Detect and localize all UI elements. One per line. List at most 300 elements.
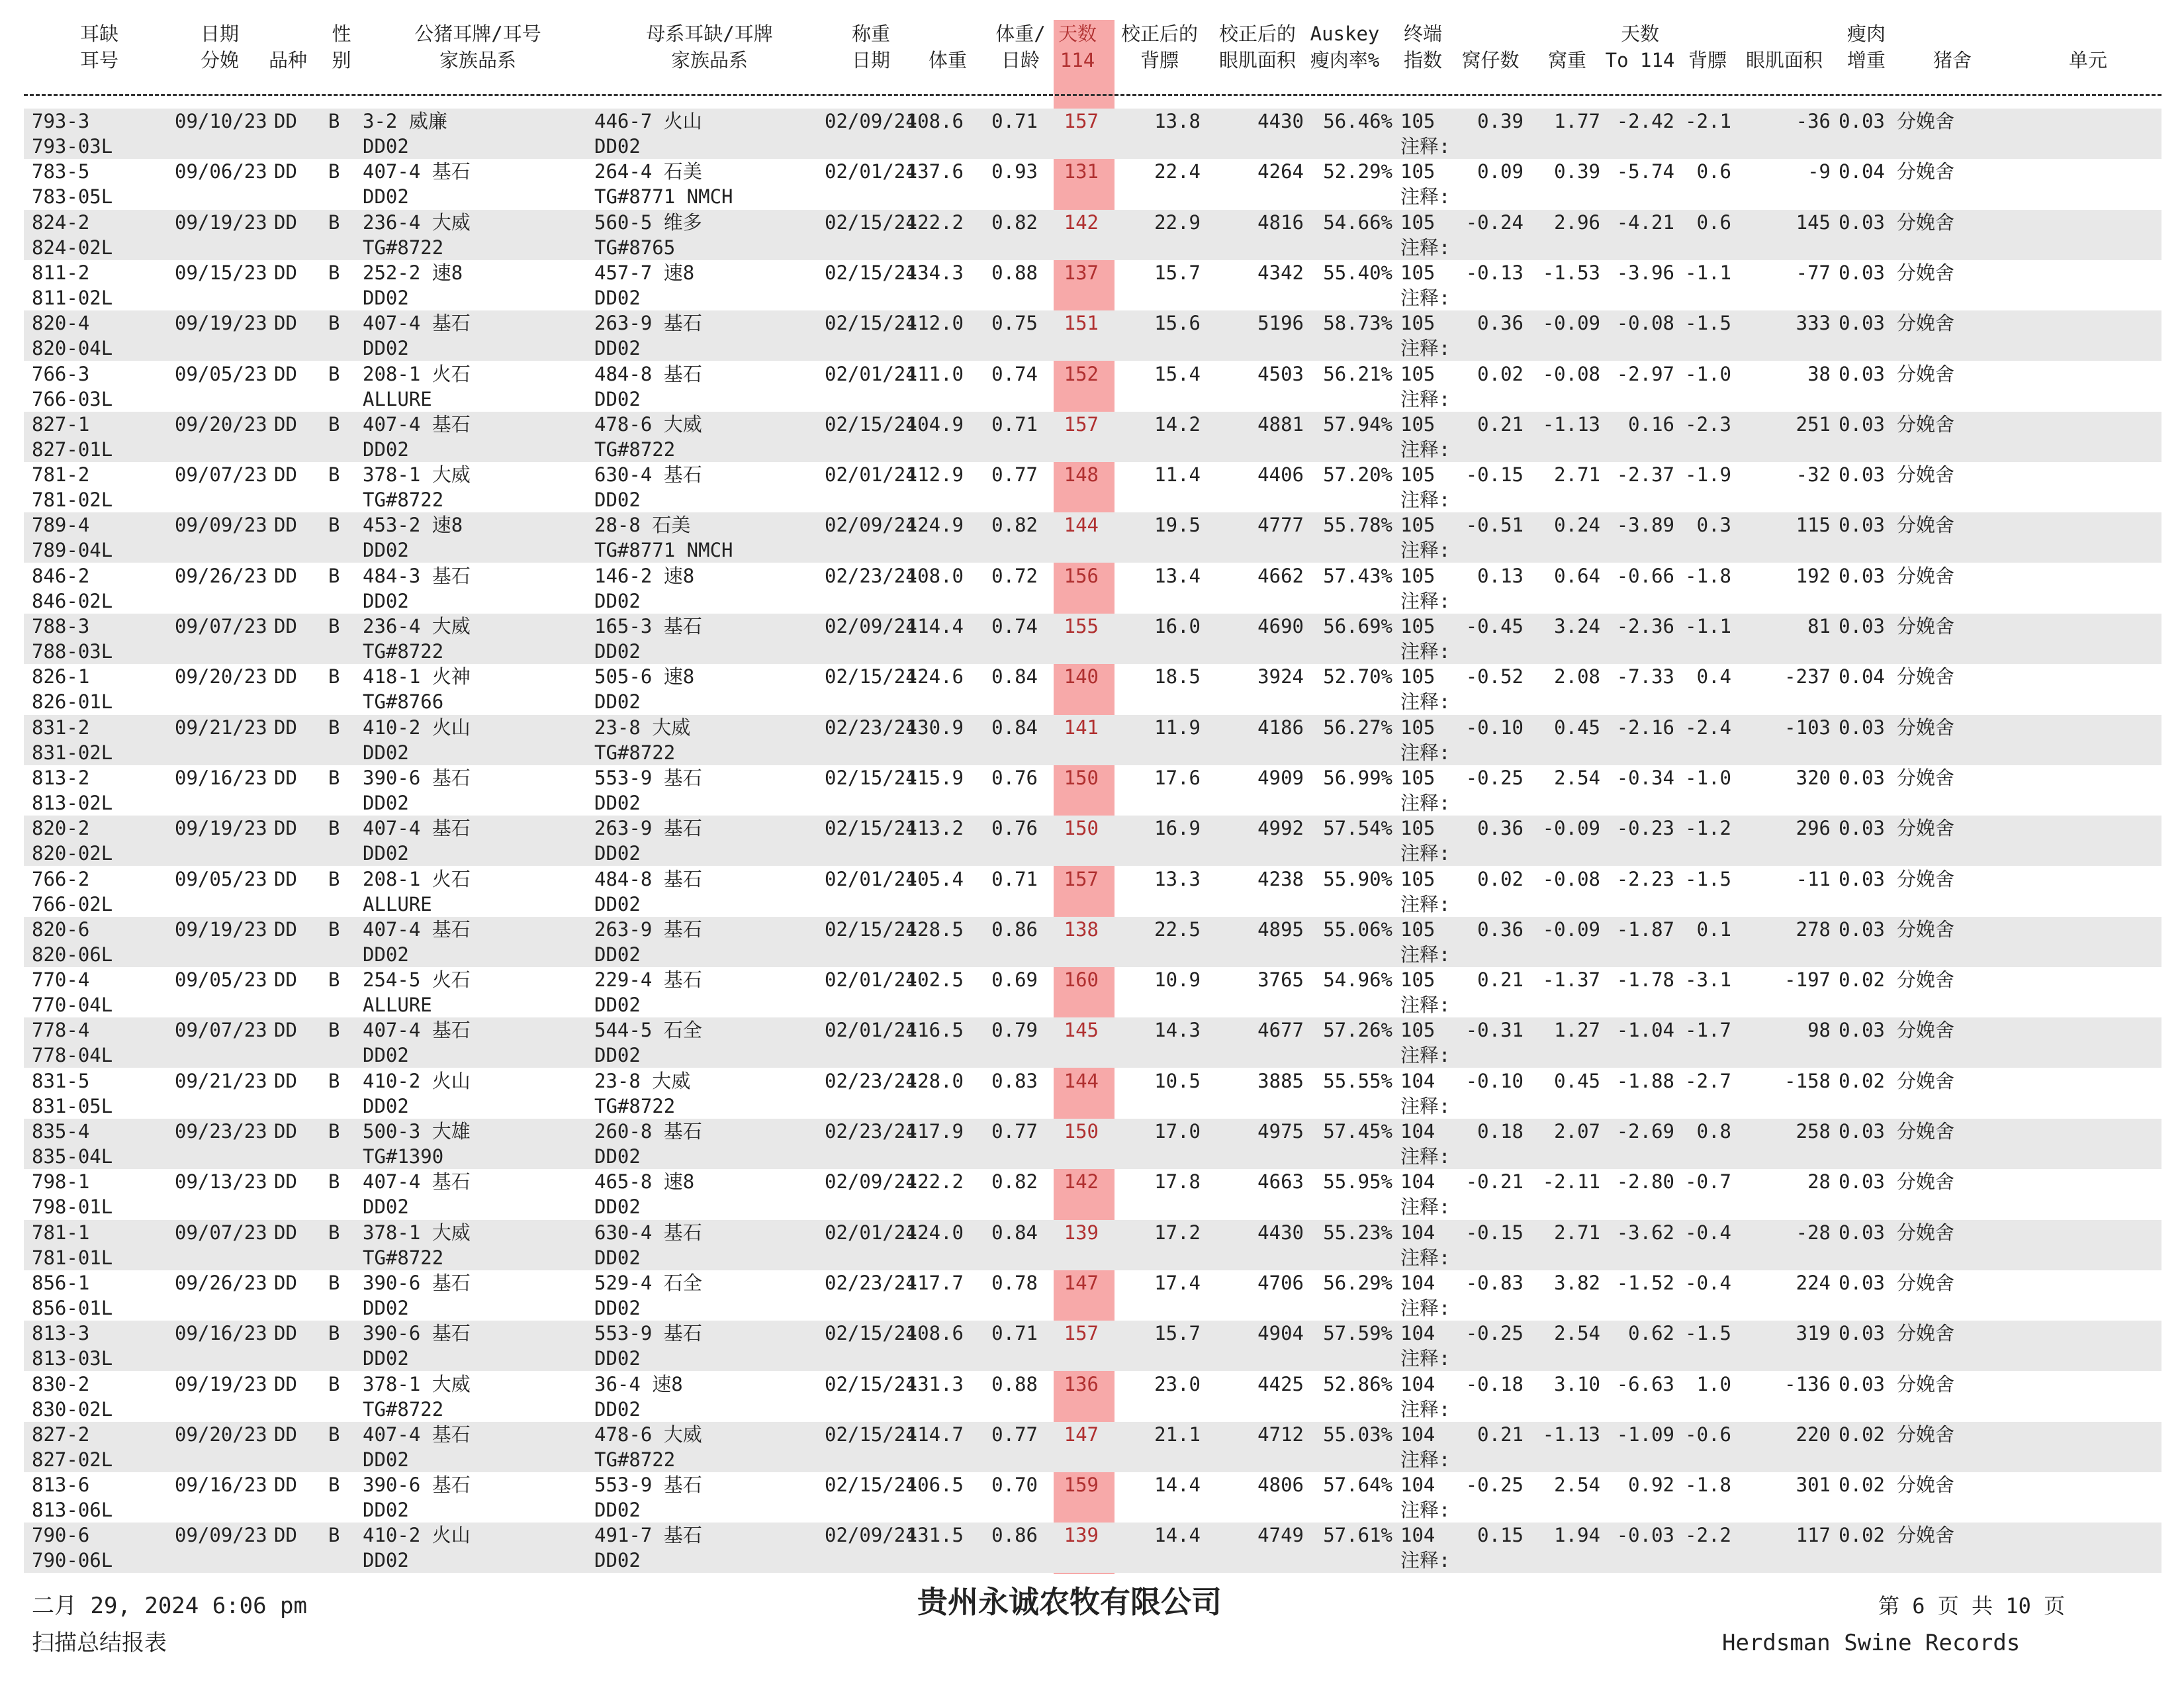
cell-barn: 分娩舍 (1897, 817, 1955, 839)
cell-bf2: -1.9 (1685, 463, 1731, 486)
cell-dam: 630-4 基石 (594, 463, 702, 486)
cell-wt: 124.9 (905, 514, 964, 536)
cell-wdate: 02/09/24 (825, 615, 917, 637)
cell-ratio: 0.76 (991, 767, 1038, 789)
cell-lwt: -1.53 (1542, 261, 1600, 284)
cell-note-label: 注释: (1400, 690, 1451, 713)
cell-idx: 104 (1400, 1322, 1435, 1344)
cell-lea: 4430 (1257, 110, 1304, 132)
cell-wdate: 02/15/24 (825, 312, 917, 334)
cell-ratio: 0.71 (991, 110, 1038, 132)
cell-sex: B (328, 767, 340, 789)
cell-ear2: 793-03L (32, 135, 113, 158)
cell-litter: -0.21 (1465, 1170, 1524, 1193)
cell-wdate: 02/23/24 (825, 1070, 917, 1092)
cell-bf2: -2.3 (1685, 413, 1731, 436)
cell-dam: 491-7 基石 (594, 1524, 702, 1546)
cell-days: 141 (1064, 716, 1099, 739)
cell-sire-line: DD02 (363, 1095, 409, 1117)
cell-lwt: 3.10 (1554, 1373, 1600, 1395)
cell-d114: -2.16 (1616, 716, 1674, 739)
cell-dam-line: DD02 (594, 690, 641, 713)
cell-sire: 418-1 火神 (363, 665, 471, 688)
cell-lwt: 0.45 (1554, 1070, 1600, 1092)
cell-litter: -0.18 (1465, 1373, 1524, 1395)
cell-days: 160 (1064, 968, 1099, 991)
cell-gain: 0.03 (1839, 110, 1885, 132)
cell-ear2: 827-02L (32, 1448, 113, 1471)
cell-ratio: 0.83 (991, 1070, 1038, 1092)
cell-sex: B (328, 1524, 340, 1546)
cell-sire-line: TG#8722 (363, 1398, 444, 1421)
cell-breed: DD (274, 160, 297, 183)
cell-barn: 分娩舍 (1897, 615, 1955, 637)
cell-litter: -0.25 (1465, 1322, 1524, 1344)
cell-bf: 13.8 (1154, 110, 1201, 132)
cell-dam-line: DD02 (594, 1196, 641, 1218)
cell-gain: 0.03 (1839, 1221, 1885, 1244)
cell-ear2: 781-02L (32, 489, 113, 511)
cell-wdate: 02/01/24 (825, 160, 917, 183)
cell-barn: 分娩舍 (1897, 1474, 1955, 1496)
cell-sire-line: DD02 (363, 842, 409, 865)
cell-d114: -0.34 (1616, 767, 1674, 789)
cell-date: 09/05/23 (175, 868, 267, 890)
cell-gain: 0.03 (1839, 413, 1885, 436)
cell-wdate: 02/15/24 (825, 767, 917, 789)
cell-lea: 4342 (1257, 261, 1304, 284)
cell-lean: 56.29% (1323, 1272, 1392, 1294)
cell-gain: 0.03 (1839, 1322, 1885, 1344)
company-name: 贵州永诚农牧有限公司 (917, 1584, 1222, 1620)
cell-dam-line: DD02 (594, 287, 641, 309)
header-lea-line1: 校正后的 (1218, 23, 1296, 45)
cell-lwt: 2.07 (1554, 1120, 1600, 1143)
cell-bf2: -1.5 (1685, 1322, 1731, 1344)
cell-lean: 54.96% (1323, 968, 1392, 991)
cell-sex: B (328, 514, 340, 536)
header-sex-line1: 性 (332, 23, 351, 45)
cell-idx: 104 (1400, 1423, 1435, 1446)
cell-wt: 117.7 (905, 1272, 964, 1294)
header-idx-line2: 指数 (1403, 49, 1442, 71)
cell-wt: 116.5 (905, 1019, 964, 1041)
cell-idx: 105 (1400, 565, 1435, 587)
cell-lean: 56.46% (1323, 110, 1392, 132)
cell-dam: 23-8 大威 (594, 716, 691, 739)
cell-days: 147 (1064, 1272, 1099, 1294)
cell-date: 09/05/23 (175, 968, 267, 991)
cell-sire: 407-4 基石 (363, 1170, 471, 1193)
cell-ear2: 846-02L (32, 590, 113, 612)
cell-bf2: 0.6 (1696, 160, 1731, 183)
cell-lean: 55.03% (1323, 1423, 1392, 1446)
cell-gain: 0.03 (1839, 211, 1885, 234)
cell-bf: 16.9 (1154, 817, 1201, 839)
cell-litter: -0.10 (1465, 716, 1524, 739)
cell-lean: 56.27% (1323, 716, 1392, 739)
cell-lwt: 2.96 (1554, 211, 1600, 234)
cell-lea2: 301 (1796, 1474, 1831, 1496)
cell-lean: 52.29% (1323, 160, 1392, 183)
cell-lea: 4909 (1257, 767, 1304, 789)
cell-sex: B (328, 413, 340, 436)
cell-bf2: -1.5 (1685, 312, 1731, 334)
cell-sire-line: DD02 (363, 287, 409, 309)
cell-litter: 0.21 (1477, 968, 1524, 991)
cell-gain: 0.03 (1839, 312, 1885, 334)
cell-wdate: 02/15/24 (825, 817, 917, 839)
cell-dam: 146-2 速8 (594, 565, 695, 587)
cell-note-label: 注释: (1400, 135, 1451, 158)
cell-d114: -1.88 (1616, 1070, 1674, 1092)
cell-wdate: 02/23/24 (825, 1272, 917, 1294)
cell-sire: 407-4 基石 (363, 413, 471, 436)
cell-ratio: 0.88 (991, 261, 1038, 284)
cell-bf: 21.1 (1154, 1423, 1201, 1446)
header-lean-line2: 瘦肉率% (1310, 49, 1380, 71)
cell-gain: 0.02 (1839, 1423, 1885, 1446)
cell-dam: 465-8 速8 (594, 1170, 695, 1193)
header-ear-line2: 耳号 (79, 49, 118, 71)
cell-sire-line: DD02 (363, 1448, 409, 1471)
cell-date: 09/07/23 (175, 615, 267, 637)
cell-sex: B (328, 716, 340, 739)
cell-ear: 766-2 (32, 868, 90, 890)
cell-lea: 4816 (1257, 211, 1304, 234)
cell-wt: 104.9 (905, 413, 964, 436)
cell-sex: B (328, 1019, 340, 1041)
cell-dam-line: DD02 (594, 388, 641, 410)
cell-idx: 104 (1400, 1373, 1435, 1395)
header-breed-line2: 品种 (268, 49, 307, 71)
cell-d114: -1.87 (1616, 918, 1674, 941)
header-gain-line2: 增重 (1846, 49, 1886, 71)
cell-bf: 15.7 (1154, 1322, 1201, 1344)
cell-breed: DD (274, 463, 297, 486)
cell-ear2: 778-04L (32, 1044, 113, 1066)
cell-bf2: -2.2 (1685, 1524, 1731, 1546)
cell-lea2: -197 (1784, 968, 1831, 991)
cell-lea2: 81 (1807, 615, 1831, 637)
cell-days: 144 (1064, 1070, 1099, 1092)
cell-d114: -2.23 (1616, 868, 1674, 890)
cell-ratio: 0.84 (991, 1221, 1038, 1244)
cell-dam: 446-7 火山 (594, 110, 702, 132)
cell-dam-line: DD02 (594, 943, 641, 966)
cell-d114: -2.97 (1616, 363, 1674, 385)
cell-gain: 0.03 (1839, 1170, 1885, 1193)
cell-breed: DD (274, 767, 297, 789)
cell-lea2: 28 (1807, 1170, 1831, 1193)
cell-idx: 104 (1400, 1120, 1435, 1143)
cell-date: 09/10/23 (175, 110, 267, 132)
cell-lean: 57.54% (1323, 817, 1392, 839)
cell-breed: DD (274, 1120, 297, 1143)
cell-dam: 544-5 石全 (594, 1019, 702, 1041)
cell-ratio: 0.74 (991, 615, 1038, 637)
cell-lea: 3765 (1257, 968, 1304, 991)
cell-note-label: 注释: (1400, 1549, 1451, 1571)
cell-bf2: -0.7 (1685, 1170, 1731, 1193)
cell-d114: -1.52 (1616, 1272, 1674, 1294)
cell-ear: 820-6 (32, 918, 90, 941)
cell-gain: 0.03 (1839, 514, 1885, 536)
cell-ear2: 826-01L (32, 690, 113, 713)
cell-date: 09/26/23 (175, 565, 267, 587)
cell-barn: 分娩舍 (1897, 110, 1955, 132)
cell-dam-line: TG#8722 (594, 1448, 676, 1471)
header-litter-line2: 窝仔数 (1461, 49, 1520, 71)
cell-sire-line: DD02 (363, 943, 409, 966)
cell-bf2: 0.8 (1696, 1120, 1731, 1143)
cell-lea2: 319 (1796, 1322, 1831, 1344)
cell-bf: 14.3 (1154, 1019, 1201, 1041)
cell-wdate: 02/09/24 (825, 110, 917, 132)
cell-lea2: 251 (1796, 413, 1831, 436)
cell-lea: 4806 (1257, 1474, 1304, 1496)
cell-lea: 4777 (1257, 514, 1304, 536)
cell-days: 152 (1064, 363, 1099, 385)
cell-lwt: 0.45 (1554, 716, 1600, 739)
cell-lwt: -0.09 (1542, 312, 1600, 334)
cell-dam-line: DD02 (594, 893, 641, 915)
header-bf-line1: 校正后的 (1120, 23, 1198, 45)
cell-lwt: 2.71 (1554, 463, 1600, 486)
cell-barn: 分娩舍 (1897, 363, 1955, 385)
cell-ear2: 820-06L (32, 943, 113, 966)
cell-litter: -0.45 (1465, 615, 1524, 637)
cell-days: 142 (1064, 211, 1099, 234)
cell-litter: -0.51 (1465, 514, 1524, 536)
cell-gain: 0.02 (1839, 1524, 1885, 1546)
cell-lwt: -1.13 (1542, 1423, 1600, 1446)
cell-ear: 790-6 (32, 1524, 90, 1546)
cell-note-label: 注释: (1400, 1398, 1451, 1421)
cell-lea2: -158 (1784, 1070, 1831, 1092)
cell-d114: -3.96 (1616, 261, 1674, 284)
cell-breed: DD (274, 1524, 297, 1546)
cell-date: 09/20/23 (175, 665, 267, 688)
header-wdate-line2: 日期 (851, 49, 890, 71)
cell-bf: 13.4 (1154, 565, 1201, 587)
cell-sex: B (328, 1070, 340, 1092)
cell-dam: 36-4 速8 (594, 1373, 683, 1395)
cell-note-label: 注释: (1400, 236, 1451, 259)
cell-breed: DD (274, 665, 297, 688)
cell-lea2: 115 (1796, 514, 1831, 536)
cell-wdate: 02/15/24 (825, 261, 917, 284)
cell-dam-line: TG#8765 (594, 236, 676, 259)
cell-ratio: 0.86 (991, 918, 1038, 941)
cell-breed: DD (274, 1272, 297, 1294)
cell-bf: 17.2 (1154, 1221, 1201, 1244)
cell-sire-line: DD02 (363, 590, 409, 612)
cell-lwt: 2.54 (1554, 1322, 1600, 1344)
cell-lea2: 98 (1807, 1019, 1831, 1041)
cell-breed: DD (274, 565, 297, 587)
cell-idx: 105 (1400, 261, 1435, 284)
cell-dam: 263-9 基石 (594, 312, 702, 334)
cell-note-label: 注释: (1400, 1448, 1451, 1471)
cell-idx: 104 (1400, 1272, 1435, 1294)
cell-ratio: 0.82 (991, 1170, 1038, 1193)
cell-ear: 789-4 (32, 514, 90, 536)
cell-dam-line: DD02 (594, 590, 641, 612)
cell-sex: B (328, 1474, 340, 1496)
cell-sire: 410-2 火山 (363, 1524, 471, 1546)
cell-litter: -0.10 (1465, 1070, 1524, 1092)
header-bf-line2: 背膘 (1140, 49, 1179, 71)
cell-breed: DD (274, 1373, 297, 1395)
cell-gain: 0.03 (1839, 1019, 1885, 1041)
cell-lean: 57.45% (1323, 1120, 1392, 1143)
cell-ear: 824-2 (32, 211, 90, 234)
cell-note-label: 注释: (1400, 590, 1451, 612)
cell-bf: 17.0 (1154, 1120, 1201, 1143)
cell-date: 09/13/23 (175, 1170, 267, 1193)
header-lean-line1: Auskey (1310, 23, 1380, 45)
cell-lwt: 1.94 (1554, 1524, 1600, 1546)
cell-breed: DD (274, 1221, 297, 1244)
cell-sire: 208-1 火石 (363, 868, 471, 890)
cell-bf2: -1.8 (1685, 1474, 1731, 1496)
cell-days: 139 (1064, 1524, 1099, 1546)
cell-barn: 分娩舍 (1897, 261, 1955, 284)
cell-sire-line: TG#8722 (363, 640, 444, 663)
cell-wdate: 02/09/24 (825, 514, 917, 536)
header-days-line1: 天数 (1058, 23, 1097, 45)
cell-ear: 831-2 (32, 716, 90, 739)
cell-bf2: -1.5 (1685, 868, 1731, 890)
cell-dam-line: DD02 (594, 1347, 641, 1370)
cell-dam-line: DD02 (594, 1246, 641, 1269)
cell-lea2: 258 (1796, 1120, 1831, 1143)
cell-lea: 4430 (1257, 1221, 1304, 1244)
cell-ear2: 813-06L (32, 1499, 113, 1521)
cell-days: 159 (1064, 1474, 1099, 1496)
cell-sire-line: DD02 (363, 438, 409, 461)
cell-barn: 分娩舍 (1897, 665, 1955, 688)
cell-breed: DD (274, 110, 297, 132)
cell-bf2: -1.7 (1685, 1019, 1731, 1041)
cell-d114: -2.80 (1616, 1170, 1674, 1193)
cell-date: 09/15/23 (175, 261, 267, 284)
cell-sire-line: DD02 (363, 741, 409, 764)
cell-litter: 0.36 (1477, 918, 1524, 941)
cell-sex: B (328, 1120, 340, 1143)
cell-gain: 0.03 (1839, 615, 1885, 637)
cell-wdate: 02/01/24 (825, 463, 917, 486)
cell-wt: 112.9 (905, 463, 964, 486)
cell-dam: 28-8 石美 (594, 514, 691, 536)
cell-litter: -0.25 (1465, 767, 1524, 789)
cell-lean: 52.70% (1323, 665, 1392, 688)
cell-sire: 208-1 火石 (363, 363, 471, 385)
cell-litter: 0.36 (1477, 312, 1524, 334)
cell-litter: -0.15 (1465, 1221, 1524, 1244)
cell-ear: 813-6 (32, 1474, 90, 1496)
cell-sire-line: DD02 (363, 135, 409, 158)
cell-note-label: 注释: (1400, 1246, 1451, 1269)
cell-idx: 105 (1400, 211, 1435, 234)
cell-ratio: 0.77 (991, 463, 1038, 486)
cell-sire-line: ALLURE (363, 388, 432, 410)
header-ratio-line1: 体重/ (995, 23, 1046, 45)
cell-lea2: -28 (1796, 1221, 1831, 1244)
cell-breed: DD (274, 1070, 297, 1092)
cell-bf: 22.5 (1154, 918, 1201, 941)
cell-note-label: 注释: (1400, 287, 1451, 309)
print-datetime: 二月 29, 2024 6:06 pm (32, 1593, 307, 1619)
cell-sire-line: DD02 (363, 1347, 409, 1370)
cell-litter: -0.83 (1465, 1272, 1524, 1294)
cell-sex: B (328, 817, 340, 839)
brand-name: Herdsman Swine Records (1722, 1630, 2021, 1656)
cell-breed: DD (274, 211, 297, 234)
cell-breed: DD (274, 363, 297, 385)
cell-days: 147 (1064, 1423, 1099, 1446)
cell-dam-line: TG#8722 (594, 438, 676, 461)
cell-ear2: 831-05L (32, 1095, 113, 1117)
cell-lea: 4881 (1257, 413, 1304, 436)
cell-ear2: 788-03L (32, 640, 113, 663)
cell-days: 150 (1064, 767, 1099, 789)
cell-ratio: 0.70 (991, 1474, 1038, 1496)
cell-ratio: 0.69 (991, 968, 1038, 991)
cell-lean: 55.40% (1323, 261, 1392, 284)
cell-dam-line: DD02 (594, 1297, 641, 1319)
cell-wdate: 02/15/24 (825, 211, 917, 234)
cell-sire: 390-6 基石 (363, 1322, 471, 1344)
cell-bf: 22.4 (1154, 160, 1201, 183)
cell-dam: 165-3 基石 (594, 615, 702, 637)
cell-breed: DD (274, 1019, 297, 1041)
cell-litter: 0.36 (1477, 817, 1524, 839)
cell-ratio: 0.93 (991, 160, 1038, 183)
cell-sex: B (328, 463, 340, 486)
cell-lea2: -11 (1796, 868, 1831, 890)
cell-sire: 236-4 大威 (363, 615, 471, 637)
cell-lean: 55.55% (1323, 1070, 1392, 1092)
cell-lean: 57.43% (1323, 565, 1392, 587)
cell-wdate: 02/01/24 (825, 1019, 917, 1041)
cell-sire: 407-4 基石 (363, 160, 471, 183)
cell-sire: 407-4 基石 (363, 1019, 471, 1041)
cell-bf2: -2.1 (1685, 110, 1731, 132)
cell-lean: 52.86% (1323, 1373, 1392, 1395)
cell-bf2: 0.4 (1696, 665, 1731, 688)
cell-dam: 229-4 基石 (594, 968, 702, 991)
cell-bf2: 0.6 (1696, 211, 1731, 234)
cell-gain: 0.03 (1839, 261, 1885, 284)
cell-lwt: -0.08 (1542, 868, 1600, 890)
header-wdate-line1: 称重 (851, 23, 890, 45)
cell-sex: B (328, 1221, 340, 1244)
cell-lea: 4425 (1257, 1373, 1304, 1395)
cell-sire: 236-4 大威 (363, 211, 471, 234)
cell-wt: 114.7 (905, 1423, 964, 1446)
cell-ear: 830-2 (32, 1373, 90, 1395)
header-ratio-line2: 日龄 (1001, 49, 1040, 71)
page-number: 第 6 页 共 10 页 (1878, 1593, 2066, 1618)
cell-ratio: 0.78 (991, 1272, 1038, 1294)
cell-gain: 0.02 (1839, 1474, 1885, 1496)
cell-d114: -3.62 (1616, 1221, 1674, 1244)
cell-sire: 407-4 基石 (363, 918, 471, 941)
cell-dam: 529-4 石全 (594, 1272, 702, 1294)
cell-lwt: -0.09 (1542, 918, 1600, 941)
